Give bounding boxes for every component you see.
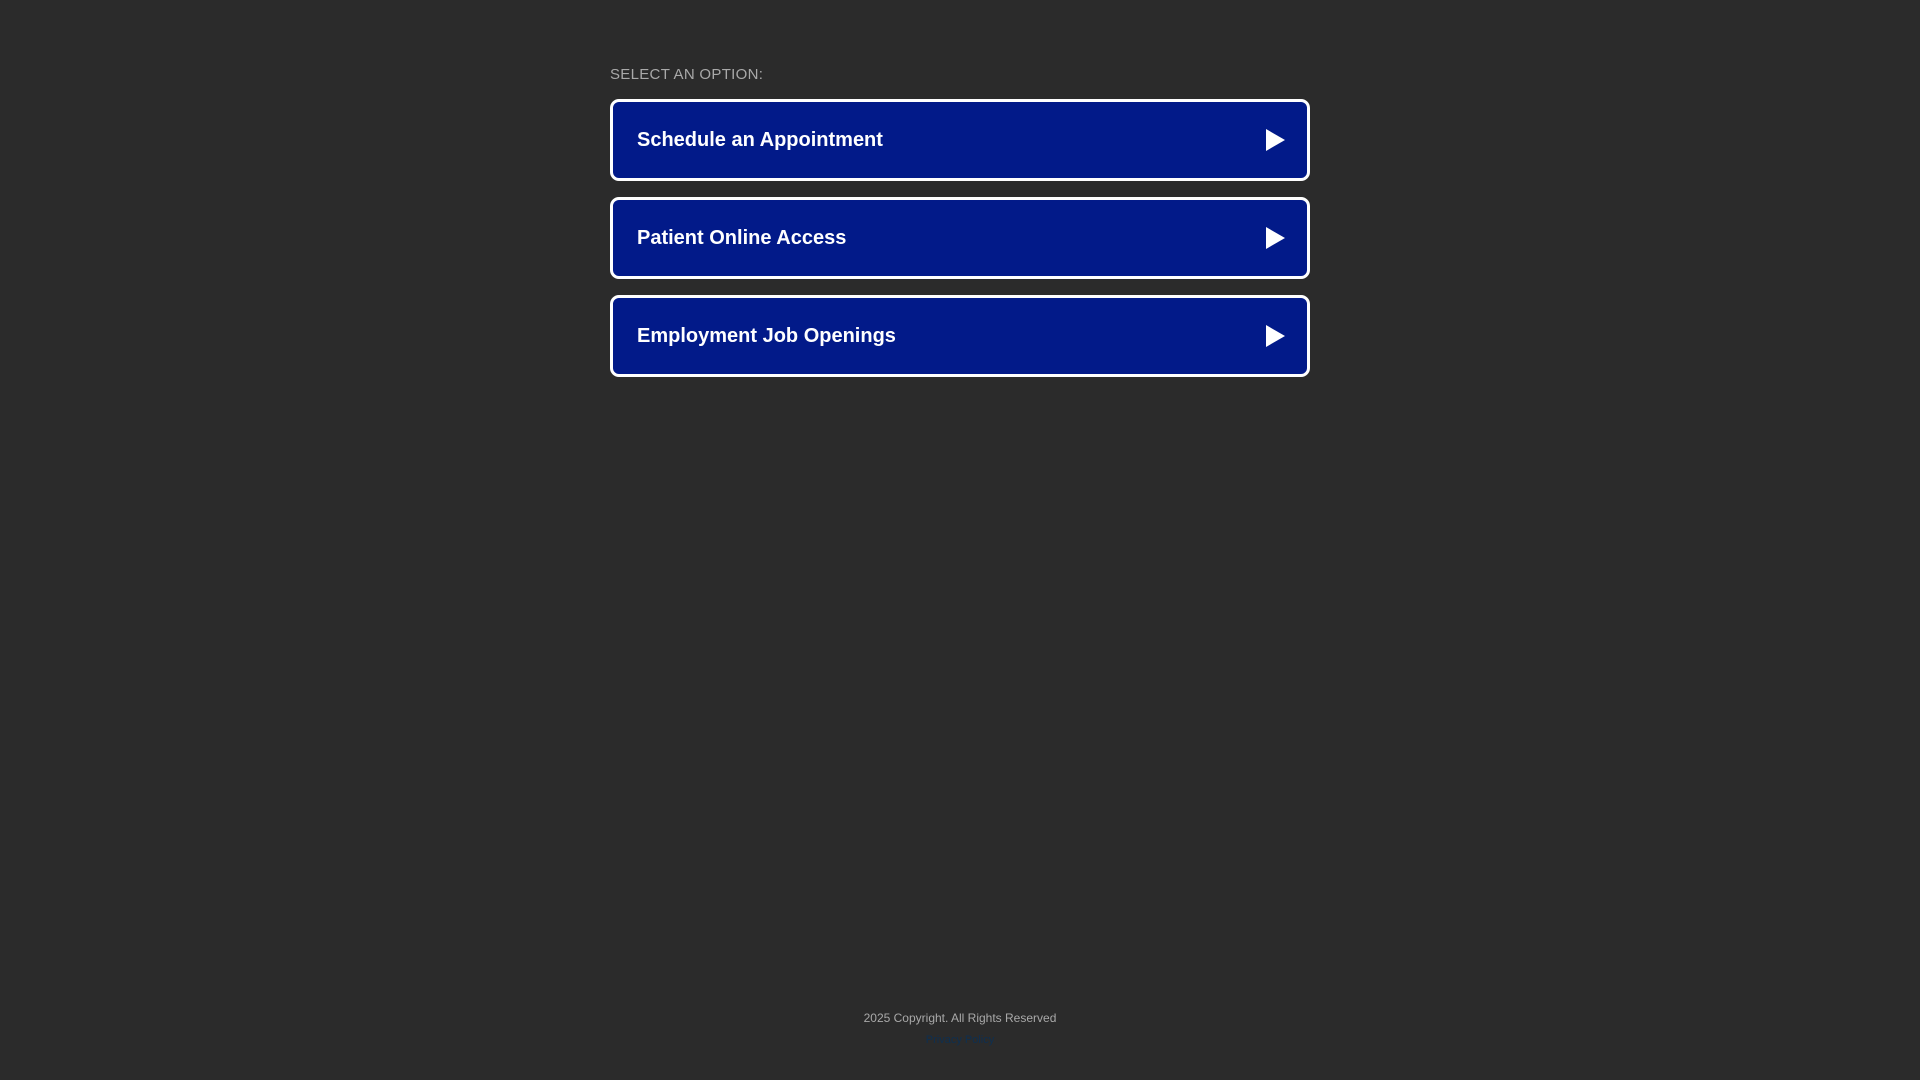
- play-arrow-icon: [1266, 325, 1285, 347]
- option-label: Patient Online Access: [637, 226, 847, 249]
- option-patient-online-access[interactable]: [610, 197, 1310, 279]
- option-schedule-appointment[interactable]: [610, 99, 1310, 181]
- options-panel: [610, 66, 1310, 393]
- play-arrow-icon: [1266, 129, 1285, 151]
- footer: [0, 1011, 1920, 1046]
- select-prompt: SELECT AN OPTION:: [610, 66, 764, 83]
- option-label: Employment Job Openings: [637, 324, 896, 347]
- play-arrow-icon: [1266, 227, 1285, 249]
- copyright-text: 2025 Copyright. All Rights Reserved: [863, 1011, 1057, 1025]
- option-employment-job-openings[interactable]: [610, 295, 1310, 377]
- privacy-policy-link[interactable]: Privacy Policy: [925, 1034, 995, 1046]
- option-label: Schedule an Appointment: [637, 128, 883, 151]
